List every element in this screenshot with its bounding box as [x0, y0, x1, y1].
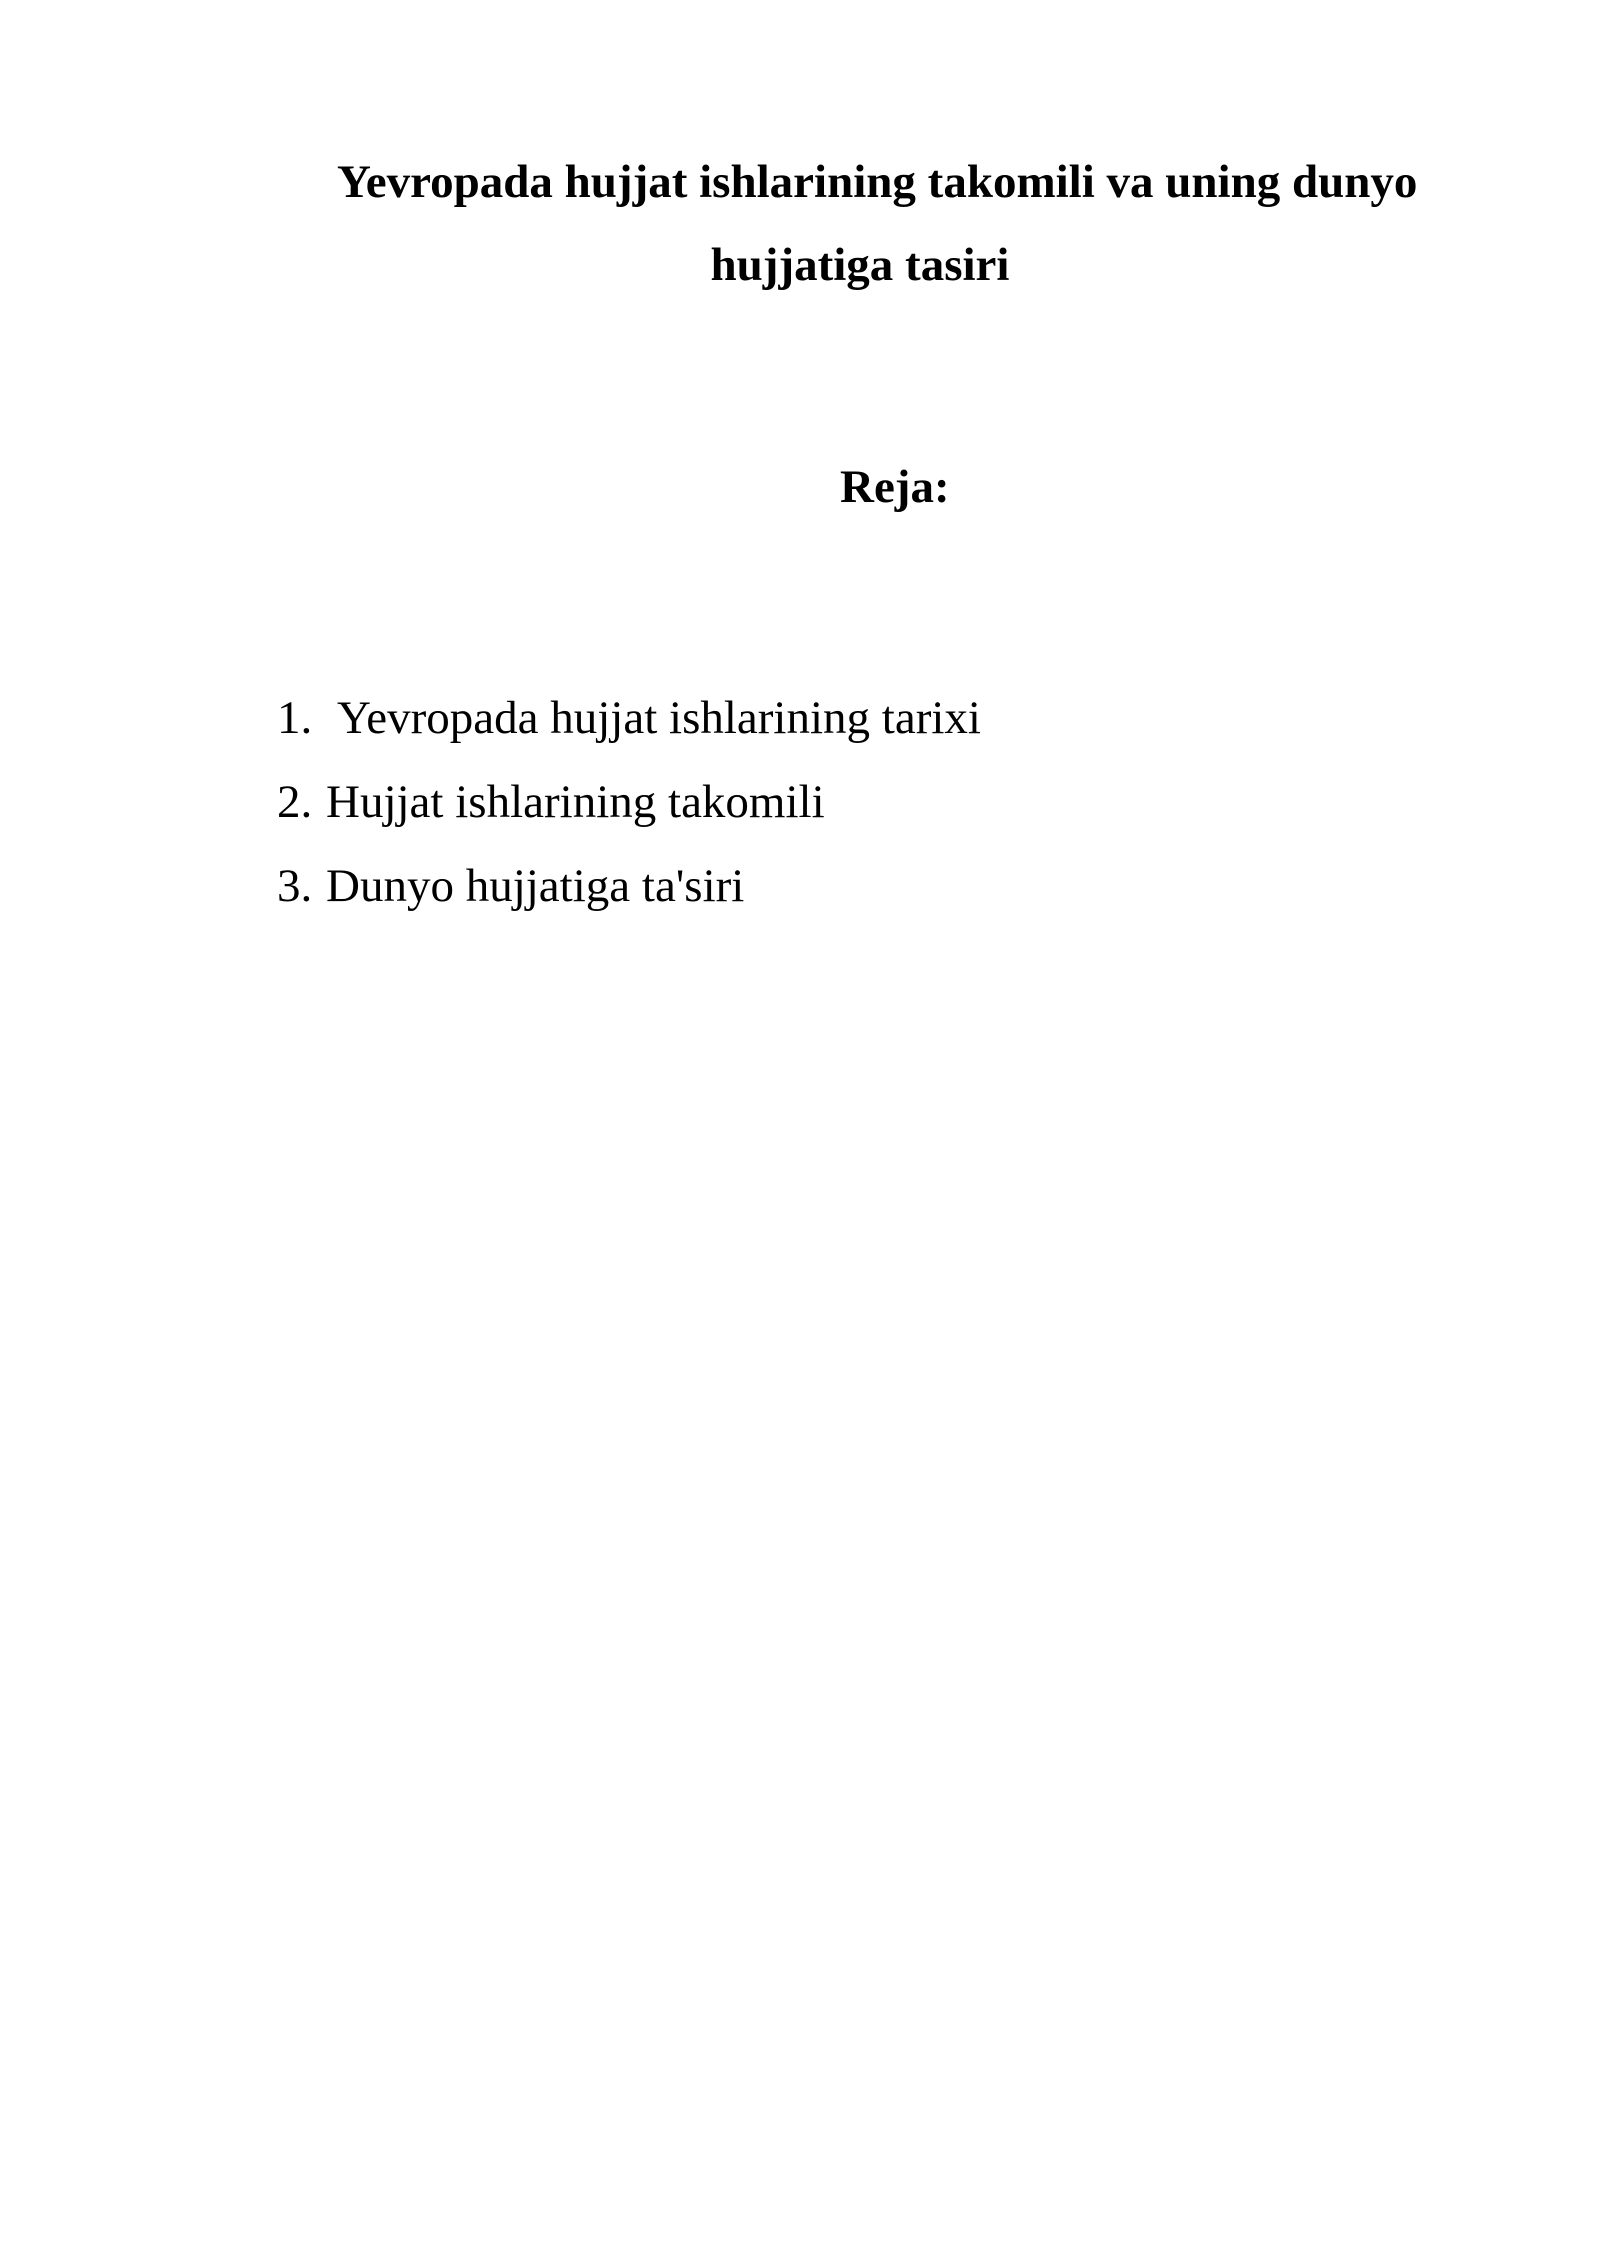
plan-item-number: 2. [277, 776, 313, 828]
document-title-line-1: Yevropada hujjat ishlarining takomili va uning dunyo [337, 156, 1418, 208]
plan-item-text: Hujjat ishlarining takomili [326, 776, 825, 828]
plan-heading: Reja: [840, 461, 950, 513]
plan-item [277, 760, 981, 844]
document-title-line-2: hujjatiga tasiri [710, 239, 1010, 291]
plan-item-number: 1. [277, 692, 313, 744]
plan-item-text: Yevropada hujjat ishlarining tarixi [337, 692, 981, 744]
plan-item-number: 3. [277, 860, 313, 912]
plan-list [277, 676, 981, 928]
plan-item-text: Dunyo hujjatiga ta'siri [326, 860, 745, 912]
plan-item [277, 844, 981, 928]
plan-item [277, 676, 981, 760]
